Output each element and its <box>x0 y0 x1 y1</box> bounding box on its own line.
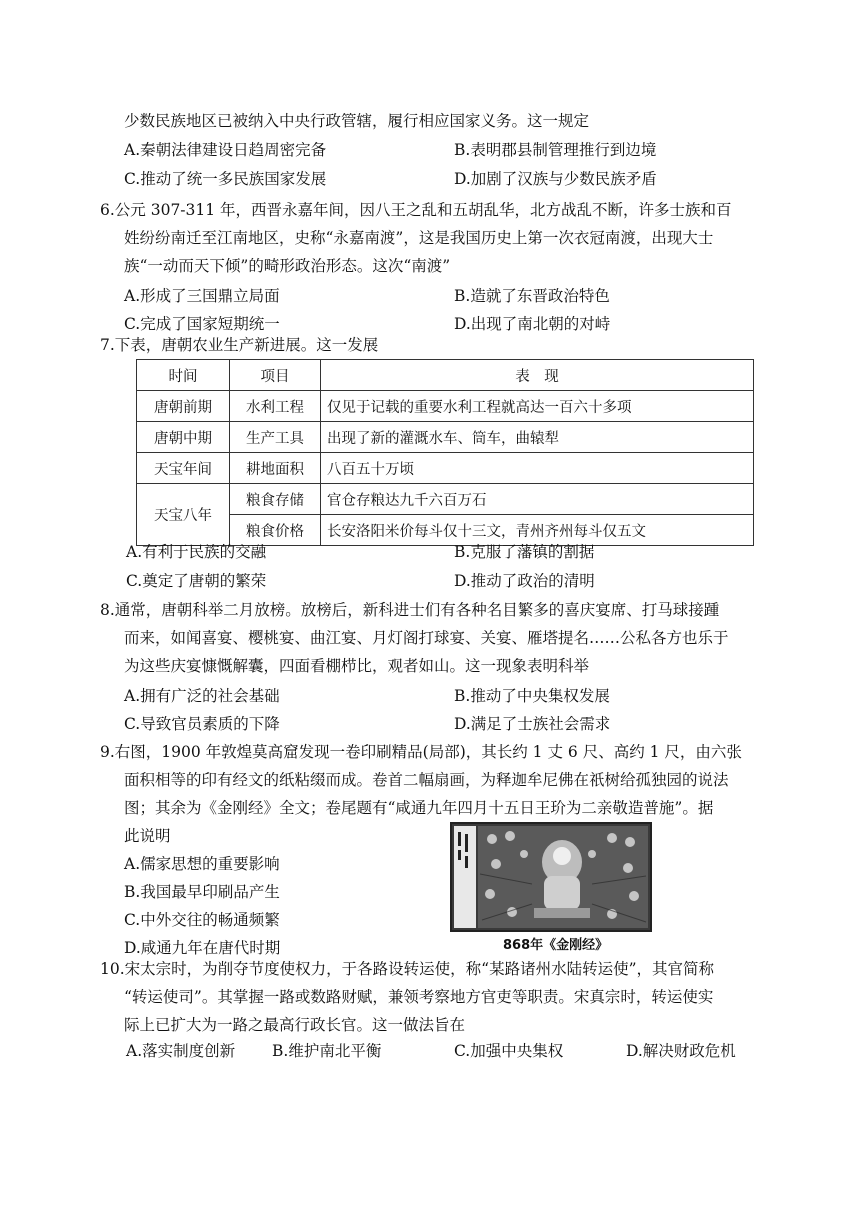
table-cell-item: 耕地面积 <box>230 453 321 484</box>
q5-option-c: C.推动了统一多民族国家发展 <box>124 170 327 188</box>
q8-option-d: D.满足了士族社会需求 <box>454 715 611 733</box>
q6-stem-line-2: 姓纷纷南迁至江南地区，史称“永嘉南渡”，这是我国历史上第一次衣冠南渡，出现大士 <box>124 229 714 247</box>
q6-option-b: B.造就了东晋政治特色 <box>454 287 610 305</box>
table-cell-detail: 官仓存粮达九千六百万石 <box>321 484 754 515</box>
table-cell-detail: 仅见于记载的重要水利工程就高达一百六十多项 <box>321 391 754 422</box>
q6-stem-line-1: 6.公元 307-311 年，西晋永嘉年间，因八王之乱和五胡乱华，北方战乱不断，许多士族和百 <box>100 201 732 219</box>
q10-stem-line-2: “转运使司”。其掌握一路或数路财赋，兼领考察地方官吏等职责。宋真宗时，转运使实 <box>124 988 714 1006</box>
table-cell-time: 唐朝中期 <box>137 422 230 453</box>
table-row <box>137 453 754 484</box>
q5-option-a: A.秦朝法律建设日趋周密完备 <box>124 141 327 159</box>
table-header-row <box>137 360 754 391</box>
figure-caption: 868年《金刚经》 <box>503 938 609 953</box>
q8-option-a: A.拥有广泛的社会基础 <box>124 687 280 705</box>
q8-stem-line-1: 8.通常，唐朝科举二月放榜。放榜后，新科进士们有各种名目繁多的喜庆宴席、打马球接踵 <box>100 601 720 619</box>
q10-option-a: A.落实制度创新 <box>126 1042 236 1060</box>
q10-stem-line-1: 10.宋太宗时，为削夺节度使权力，于各路设转运使，称“某路诸州水陆转运使”，其官简称 <box>100 960 715 978</box>
q9-option-b: B.我国最早印刷品产生 <box>124 883 280 901</box>
table-cell-item: 粮食存储 <box>230 484 321 515</box>
table-cell-item: 水利工程 <box>230 391 321 422</box>
q6-stem-line-3: 族“一动而天下倾”的畸形政治形态。这次“南渡” <box>124 257 451 275</box>
table-cell-item: 粮食价格 <box>230 515 321 546</box>
q9-option-a: A.儒家思想的重要影响 <box>124 855 280 873</box>
table-row <box>137 391 754 422</box>
q9-option-c: C.中外交往的畅通频繁 <box>124 911 280 929</box>
q10-option-c: C.加强中央集权 <box>454 1042 564 1060</box>
q9-stem-line-1: 9.右图，1900 年敦煌莫高窟发现一卷印刷精品(局部)，其长约 1 丈 6 尺、高约 1 尺，由六张 <box>100 743 742 761</box>
table-cell-detail: 八百五十万顷 <box>321 453 754 484</box>
q8-stem-line-3: 为这些庆宴慷慨解囊，四面看棚栉比，观者如山。这一现象表明科举 <box>124 657 590 675</box>
q7-stem: 7.下表，唐朝农业生产新进展。这一发展 <box>100 336 379 354</box>
q9-option-d: D.咸通九年在唐代时期 <box>124 939 281 957</box>
tang-agriculture-table <box>136 359 754 546</box>
table-header-time: 时间 <box>137 360 230 391</box>
q8-option-b: B.推动了中央集权发展 <box>454 687 610 705</box>
q7-option-d: D.推动了政治的清明 <box>454 572 595 590</box>
q7-option-a: A.有利于民族的交融 <box>126 543 267 561</box>
q7-option-c: C.奠定了唐朝的繁荣 <box>126 572 267 590</box>
q10-stem-line-3: 际上已扩大为一路之最高行政长官。这一做法旨在 <box>124 1016 466 1034</box>
q10-option-d: D.解决财政危机 <box>626 1042 736 1060</box>
table-row <box>137 484 754 515</box>
q5-stem-tail: 少数民族地区已被纳入中央行政管辖，履行相应国家义务。这一规定 <box>124 112 590 130</box>
q6-option-c: C.完成了国家短期统一 <box>124 315 280 333</box>
q6-option-a: A.形成了三国鼎立局面 <box>124 287 280 305</box>
q9-stem-line-3: 图；其余为《金刚经》全文；卷尾题有“咸通九年四月十五日王玠为二亲敬造普施”。据 <box>124 799 714 817</box>
table-cell-time: 天宝八年 <box>137 484 230 546</box>
table-row <box>137 422 754 453</box>
q9-stem-line-4: 此说明 <box>124 827 171 845</box>
q5-option-d: D.加剧了汉族与少数民族矛盾 <box>454 170 657 188</box>
diamond-sutra-print-image <box>450 822 652 932</box>
q6-option-d: D.出现了南北朝的对峙 <box>454 315 611 333</box>
q8-stem-line-2: 而来，如闻喜宴、樱桃宴、曲江宴、月灯阁打球宴、关宴、雁塔提名……公私各方也乐于 <box>124 629 729 647</box>
table-cell-time: 唐朝前期 <box>137 391 230 422</box>
q10-option-b: B.维护南北平衡 <box>272 1042 382 1060</box>
table-cell-time: 天宝年间 <box>137 453 230 484</box>
table-cell-item: 生产工具 <box>230 422 321 453</box>
q5-option-b: B.表明郡县制管理推行到边境 <box>454 141 657 159</box>
table-cell-detail: 长安洛阳米价每斗仅十三文，青州齐州每斗仅五文 <box>321 515 754 546</box>
table-header-item: 项目 <box>230 360 321 391</box>
woodblock-print-illustration <box>452 824 650 930</box>
q9-stem-line-2: 面积相等的印有经文的纸粘缀而成。卷首二幅扇画，为释迦牟尼佛在祇树给孤独园的说法 <box>124 771 729 789</box>
table-header-detail: 表 现 <box>321 360 754 391</box>
q8-option-c: C.导致官员素质的下降 <box>124 715 280 733</box>
q7-option-b: B.克服了藩镇的割据 <box>454 543 595 561</box>
table-cell-detail: 出现了新的灌溉水车、筒车，曲辕犁 <box>321 422 754 453</box>
